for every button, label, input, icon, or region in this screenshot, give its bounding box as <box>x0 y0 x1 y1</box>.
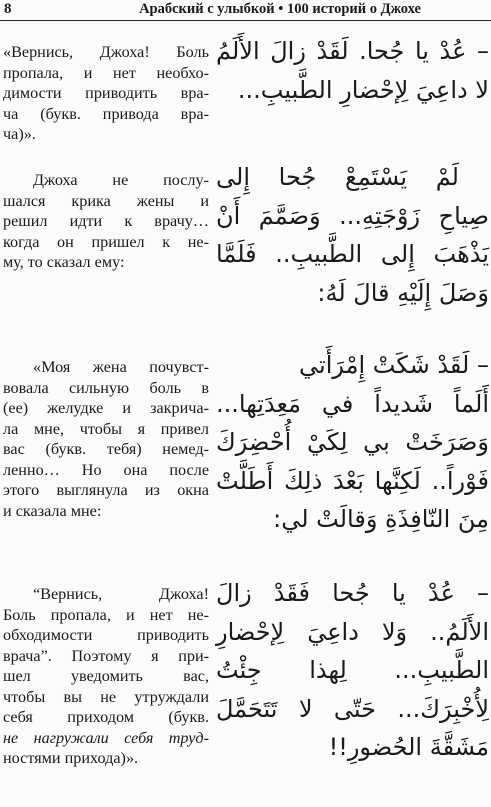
arabic-paragraph-1 <box>216 32 489 109</box>
russian-paragraph-3 <box>3 357 209 521</box>
arabic-line: لا داعِيَ لِإحْضارِ الطَّبيبِ... <box>237 75 489 104</box>
text-line: врача”. Поэтому я при- <box>3 646 209 665</box>
arabic-line: يَذْهَبَ إِلى الطَّبيبِ.. فَلَمَّا <box>216 240 489 269</box>
text-line: ча)». <box>3 125 36 143</box>
text-line: вовала сильную боль в <box>3 378 209 397</box>
text-line: этого выглянула из окна <box>3 481 209 499</box>
arabic-line: لَمْ يَسْتَمِعْ جُحا إِلى <box>216 163 459 191</box>
text-line: ча (букв. привода вра- <box>3 104 209 123</box>
russian-paragraph-1 <box>3 42 209 145</box>
arabic-line: الطَّبيبِ... لِهذا جِئْتُ <box>216 656 489 685</box>
arabic-paragraph-3 <box>216 346 489 539</box>
text-line: димости приводить вра- <box>3 84 209 102</box>
text-line: шался крика жены и <box>3 191 209 210</box>
text-line: обходимости приводить <box>3 626 209 644</box>
text-line: ностями прихода)». <box>3 749 139 767</box>
arabic-line: وَصَرَخَتْ بي لِكَيْ أُحْضِرَكَ <box>216 428 489 457</box>
text-line: чтобы вы не утруждали <box>3 687 209 706</box>
arabic-line: صِياحِ زَوْجَتِهِ... وَصَمَّمَ أَنْ <box>216 201 489 230</box>
arabic-line: – عُدْ يا جُحا. لَقَدْ زالَ الأَلَمُ <box>216 37 489 65</box>
text-line: «Моя жена почувст- <box>33 358 209 376</box>
arabic-line: – لَقَدْ شَكَتْ إِمْرَأَتي <box>299 351 489 379</box>
text-line: решил идти к врачу… <box>3 212 209 230</box>
text-line: когда он пришел к не- <box>3 232 209 251</box>
text-line: «Вернись, Джоха! Боль <box>3 43 209 61</box>
text-line: Джоха не послу- <box>33 171 209 189</box>
arabic-line: أَلَماً شَديداً في مَعِدَتِها... <box>216 389 489 418</box>
text-line: шел уведомить вас, <box>3 667 209 685</box>
text-line: пропала, и нет необхо- <box>3 63 209 82</box>
arabic-line: مَشَقَّةَ الحُضورِ!! <box>328 733 489 762</box>
text-line: му, то сказал ему: <box>3 253 125 271</box>
text-line: (ее) желудке и закрича- <box>3 399 209 417</box>
text-line: и сказала мне: <box>3 501 102 520</box>
russian-paragraph-4 <box>3 584 209 769</box>
arabic-line: فَوْراً.. لَكِنَّها بَعْدَ ذلِكَ أَطَلَّتْ <box>216 466 489 495</box>
arabic-line: الأَلَمُ.. وَلا داعِيَ لِإحْضارِ <box>216 617 489 646</box>
text-line: вас (букв. тебя) немед- <box>3 440 209 458</box>
text-line: ленно… Но она после <box>3 460 209 479</box>
text-line: Боль пропала, и нет не- <box>3 605 209 624</box>
text-line: ла мне, чтобы я привел <box>3 419 209 438</box>
text-line: “Вернись, Джоха! <box>33 585 209 603</box>
page-number: 8 <box>4 1 12 17</box>
russian-paragraph-2 <box>3 170 209 273</box>
arabic-line: – عُدْ يا جُحا فَقَدْ زالَ <box>216 579 489 607</box>
text-line: себя приходом (букв. <box>3 708 209 726</box>
arabic-line: لِأُخْبِرَكَ... حَتّى لا تَتَحَمَّلَ <box>216 694 489 723</box>
running-title: Арабский с улыбкой • 100 историй о Джохе <box>139 1 421 17</box>
arabic-line: مِنَ النّافِذَةِ وَقالَتْ لي: <box>273 505 489 534</box>
arabic-paragraph-2 <box>216 158 489 312</box>
arabic-line: وَصَلَ إِلَيْهِ قالَ لَهُ: <box>317 278 489 307</box>
text-line: не нагружали себя труд- <box>3 728 209 747</box>
page-header <box>0 0 491 21</box>
arabic-paragraph-4 <box>216 574 489 767</box>
